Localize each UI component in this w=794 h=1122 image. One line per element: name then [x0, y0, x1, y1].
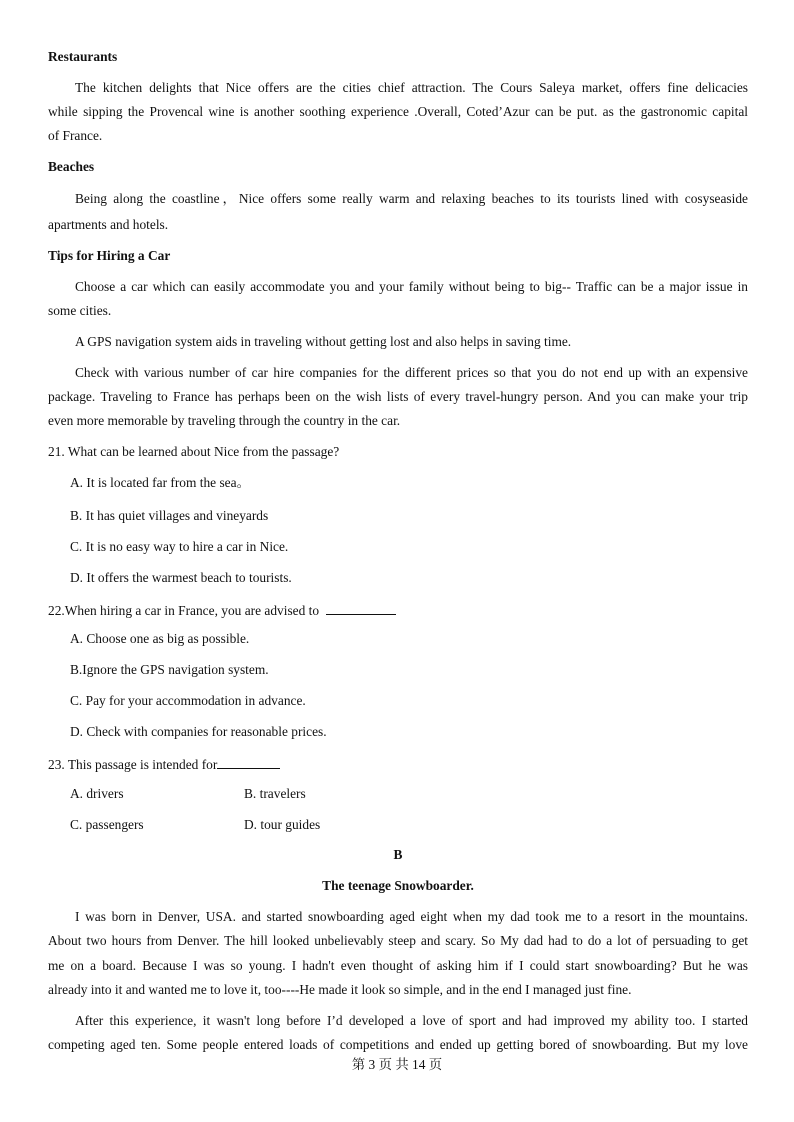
q23-answer-blank — [217, 754, 280, 769]
passage-b-p1-line-3: me on a board. Because I was so young. I hadn't even thought of asking him if I could start snowboarding? But he was — [48, 958, 748, 973]
passage-b-label: B — [393, 847, 403, 862]
car-p2: A GPS navigation system aids in traveling without getting lost and also helps in saving time. — [75, 334, 572, 349]
q22-answer-blank — [326, 600, 396, 615]
beaches-line-1: Being along the coastline，Nice offers some really warm and relaxing beaches to its tourists lined with cosyseaside — [75, 191, 748, 206]
car-p3-line-3: even more memorable by traveling through the country in the car. — [48, 413, 401, 428]
restaurants-line-2: while sipping the Provencal wine is another soothing experience .Overall, Coted’Azur can be put. as the gastronomic capital — [48, 104, 748, 119]
q22-stem: 22.When hiring a car in France, you are advised to — [48, 603, 320, 618]
q21-option-a: A. It is located far from the sea。 — [70, 475, 250, 490]
q22-option-b: B.Ignore the GPS navigation system. — [70, 662, 269, 677]
q23-option-a: A. drivers — [70, 786, 124, 801]
passage-b-p1-line-4: already into it and wanted me to love it, too----He made it look so simple, and in the end I managed just fine. — [48, 982, 632, 997]
beaches-line-2: apartments and hotels. — [48, 217, 169, 232]
q22-option-a: A. Choose one as big as possible. — [70, 631, 250, 646]
car-p3-line-2: package. Traveling to France has perhaps been on the wish lists of every travel-hungry person. And you can make your trip — [48, 389, 748, 404]
car-p1-line-1: Choose a car which can easily accommodate you and your family without being to big-- Traffic can be a major issue in — [75, 279, 748, 294]
heading-beaches: Beaches — [48, 159, 95, 174]
q23-option-d: D. tour guides — [244, 817, 321, 832]
passage-b-title: The teenage Snowboarder. — [322, 878, 474, 893]
passage-b-p2-line-2: competing aged ten. Some people entered loads of competitions and ended up getting bored of snowboarding. But my love — [48, 1037, 748, 1052]
page-footer: 第 3 页 共 14 页 — [351, 1057, 443, 1072]
q22-option-c: C. Pay for your accommodation in advance. — [70, 693, 306, 708]
heading-restaurants: Restaurants — [48, 49, 118, 64]
q23-option-c: C. passengers — [70, 817, 144, 832]
car-p1-line-2: some cities. — [48, 303, 112, 318]
passage-b-p2-line-1: After this experience, it wasn't long before I’d developed a love of sport and had improved my ability too. I started — [75, 1013, 748, 1028]
q22-option-d: D. Check with companies for reasonable prices. — [70, 724, 327, 739]
q23-stem-line — [48, 754, 748, 774]
q22-stem-line — [48, 600, 748, 620]
document-page — [48, 0, 748, 1122]
heading-car-tips: Tips for Hiring a Car — [48, 248, 171, 263]
q21-option-c: C. It is no easy way to hire a car in Nice. — [70, 539, 289, 554]
restaurants-line-1: The kitchen delights that Nice offers are the cities chief attraction. The Cours Saleya market, offers fine delicacies — [75, 80, 748, 95]
car-p3-line-1: Check with various number of car hire companies for the different prices so that you do not end up with an expensive — [75, 365, 748, 380]
q21-option-d: D. It offers the warmest beach to tourists. — [70, 570, 292, 585]
restaurants-line-3: of France. — [48, 128, 103, 143]
q23-option-b: B. travelers — [244, 786, 306, 801]
q21-option-b: B. It has quiet villages and vineyards — [70, 508, 269, 523]
q23-stem: 23. This passage is intended for — [48, 757, 218, 772]
passage-b-p1-line-2: About two hours from Denver. The hill looked unbelievably steep and scary. So My dad had to do a lot of persuading to get — [48, 933, 748, 948]
passage-b-p1-line-1: I was born in Denver, USA. and started snowboarding aged eight when my dad took me to a resort in the mountains. — [75, 909, 748, 924]
q21-stem: 21. What can be learned about Nice from the passage? — [48, 444, 340, 459]
